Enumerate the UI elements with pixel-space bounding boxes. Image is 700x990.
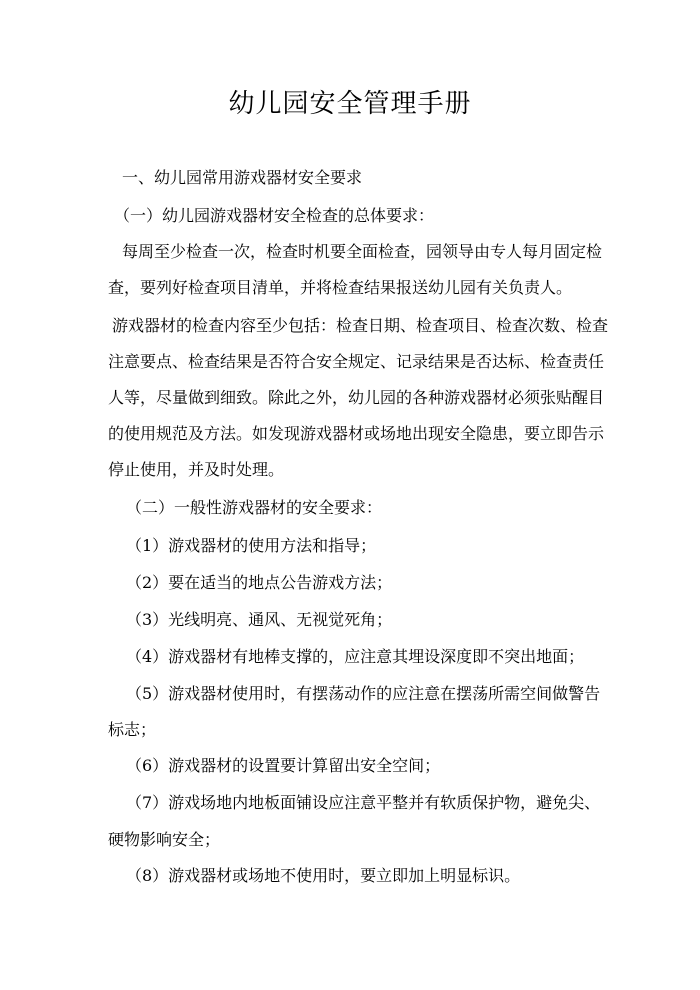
list-item: （8）游戏器材或场地不使用时，要立即加上明显标识。: [126, 866, 521, 885]
paragraph-line: 人等，尽量做到细致。除此之外，幼儿园的各种游戏器材必须张贴醒目: [108, 388, 605, 407]
list-item: （3）光线明亮、通风、无视觉死角；: [126, 610, 393, 629]
list-item: （2）要在适当的地点公告游戏方法；: [126, 573, 393, 592]
list-item-continuation: 硬物影响安全；: [108, 830, 221, 849]
list-item: （6）游戏器材的设置要计算留出安全空间；: [126, 756, 441, 775]
list-item: （7）游戏场地内地板面铺设应注意平整并有软质保护物，避免尖、: [126, 793, 601, 812]
paragraph-line: 每周至少检查一次，检查时机要全面检查，园领导由专人每月固定检: [122, 242, 603, 261]
list-item: （1）游戏器材的使用方法和指导；: [126, 536, 377, 555]
paragraph-line: 游戏器材的检查内容至少包括：检查日期、检查项目、检查次数、检查: [112, 316, 609, 335]
list-item: （4）游戏器材有地棒支撑的，应注意其埋设深度即不突出地面；: [126, 647, 585, 666]
paragraph-line: 查，要列好检查项目清单，并将检查结果报送幼儿园有关负责人。: [108, 278, 573, 297]
document-title: 幼儿园安全管理手册: [228, 89, 472, 119]
paragraph-line: 的使用规范及方法。如发现游戏器材或场地出现安全隐患，要立即告示: [108, 424, 605, 443]
paragraph-line: 注意要点、检查结果是否符合安全规定、记录结果是否达标、检查责任: [108, 352, 605, 371]
subsection-heading-1: （一）幼儿园游戏器材安全检查的总体要求：: [114, 206, 435, 225]
list-item: （5）游戏器材使用时，有摆荡动作的应注意在摆荡所需空间做警告: [126, 684, 601, 703]
subsection-heading-2: （二）一般性游戏器材的安全要求：: [126, 498, 383, 517]
section-heading-1: 一、幼儿园常用游戏器材安全要求: [122, 168, 363, 187]
paragraph-line: 停止使用，并及时处理。: [108, 460, 285, 479]
list-item-continuation: 标志；: [108, 720, 157, 739]
